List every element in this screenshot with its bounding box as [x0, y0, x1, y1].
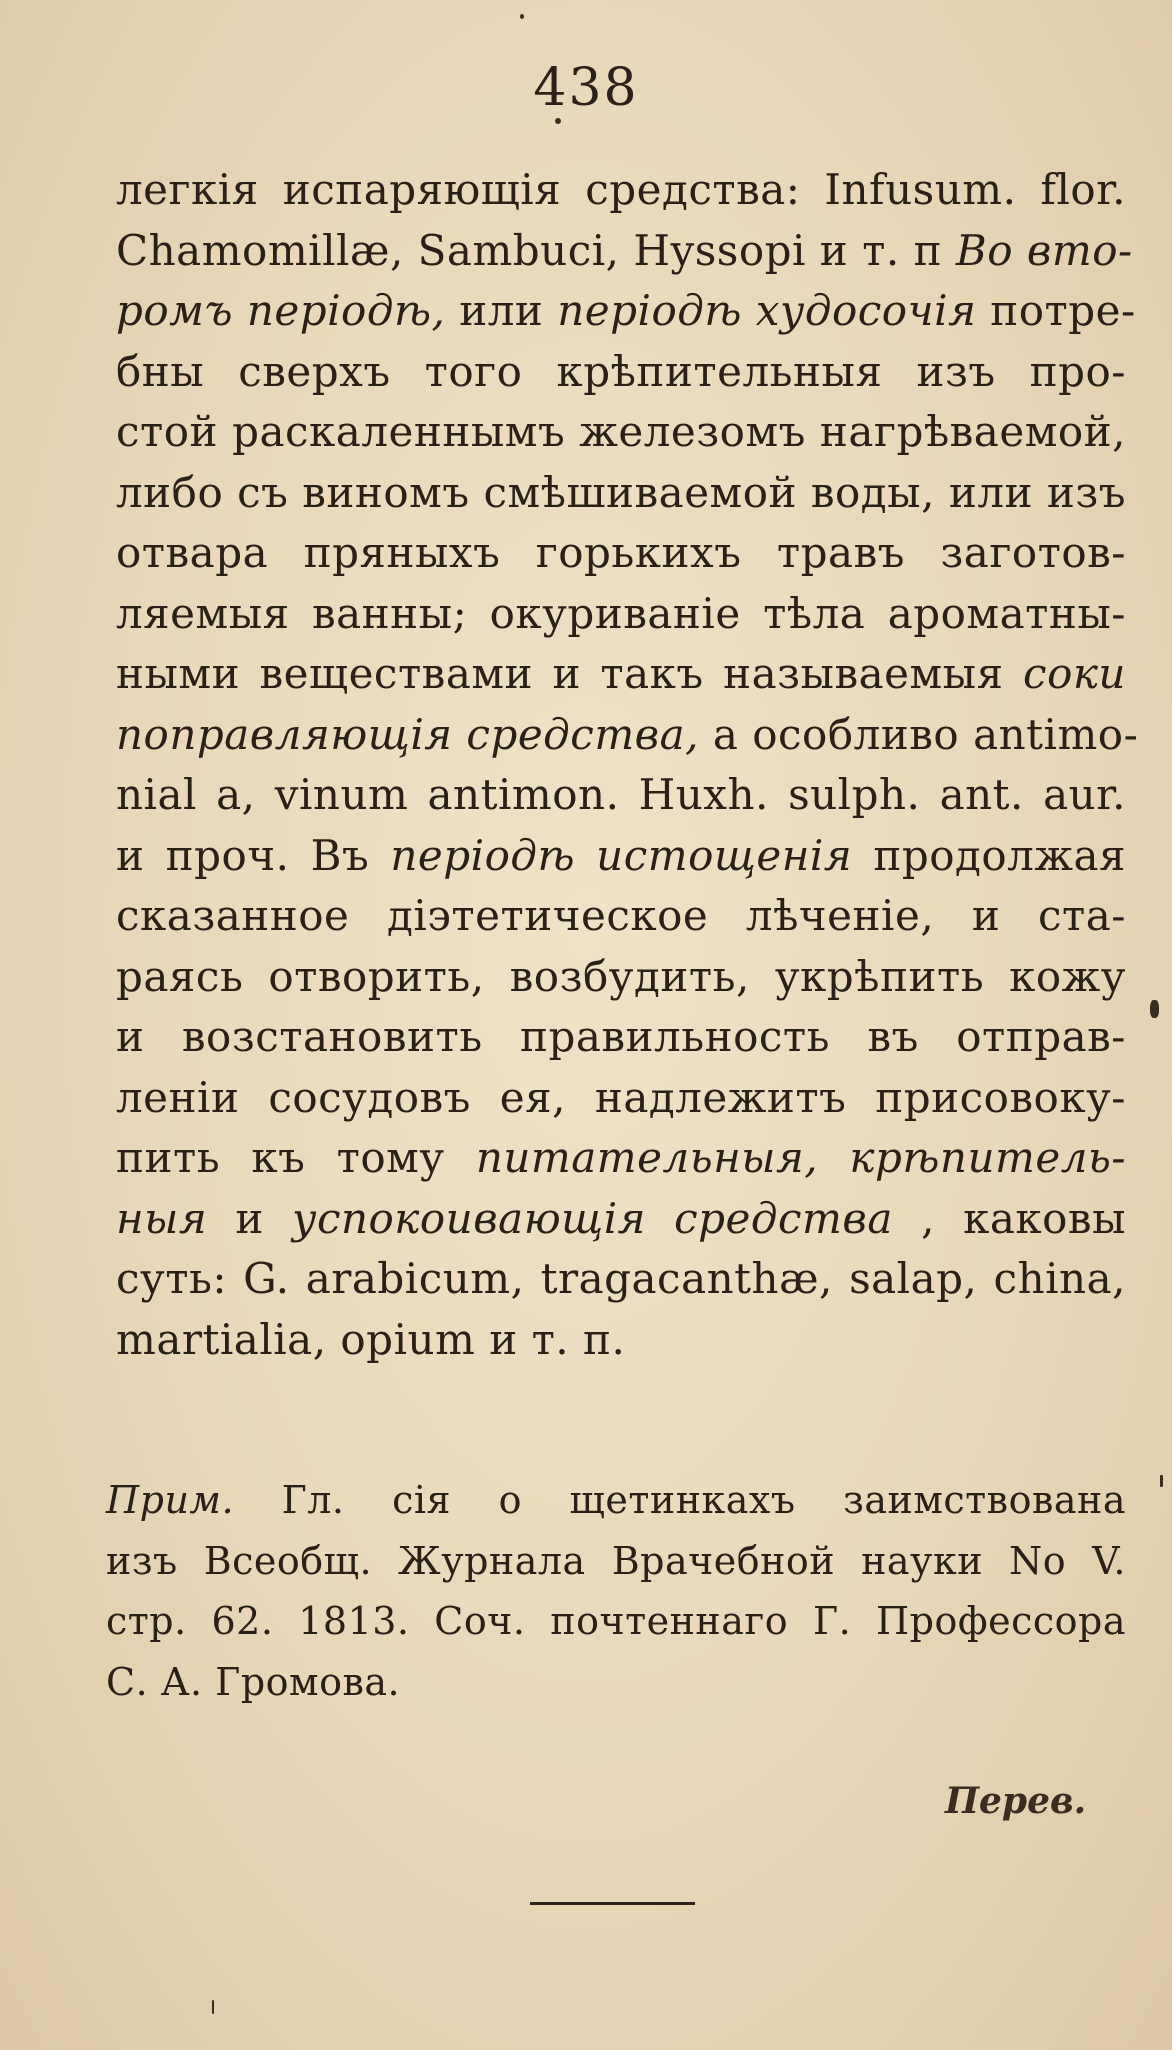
text-line: [116, 523, 1126, 584]
text-run: Chamomillæ, Sambuci, Hyssopi и т. п: [116, 225, 956, 275]
text-line: [116, 463, 1126, 524]
text-run: ными веществами и такъ называемыя: [116, 649, 1024, 698]
text-run: стой раскаленнымъ железомъ нагрѣваемой,: [116, 407, 1126, 456]
text-line: [116, 342, 1126, 403]
text-line: [116, 947, 1126, 1008]
text-run: суть: G. arabicum, tragacanthæ, salap, china,: [116, 1254, 1126, 1303]
italic-text: ромъ періодѣ,: [116, 286, 446, 335]
text-run: легкія испаряющія средства: Infusum. flor.: [116, 165, 1126, 214]
ink-speck: [555, 118, 561, 124]
ink-speck: [212, 2000, 214, 2014]
text-run: С. А. Громова.: [106, 1659, 401, 1704]
note-line: [106, 1470, 1126, 1531]
italic-text: періодѣ истощенія: [390, 830, 853, 880]
text-line: [116, 402, 1126, 463]
text-line: [116, 826, 1126, 887]
text-line: [116, 584, 1126, 645]
text-run: и возстановить правильность въ отправ-: [116, 1012, 1126, 1061]
translator-note: [106, 1470, 1126, 1712]
text-line: [116, 644, 1126, 705]
text-line: [116, 281, 1136, 342]
italic-text: успокоивающія средства: [292, 1193, 893, 1243]
italic-text: періодѣ худосочія: [557, 286, 977, 335]
text-line: [116, 1189, 1126, 1250]
text-run: и: [207, 1193, 293, 1243]
text-run: леніи сосудовъ ея, надлежитъ присовоку-: [116, 1072, 1126, 1122]
text-run: ляемыя ванны; окуриваніе тѣла ароматны-: [116, 588, 1126, 638]
text-run: стр. 62. 1813. Соч. почтеннаго Г. Профессора: [106, 1599, 1126, 1643]
text-line: [116, 1310, 1126, 1371]
text-run: раясь отворить, возбудить, укрѣпить кожу: [116, 951, 1126, 1001]
text-line: [116, 221, 1133, 282]
note-signature: Перев.: [945, 1780, 1087, 1822]
italic-text: Во вто-: [955, 225, 1133, 275]
text-run: сказанное діэтетическое лѣченіе, и ста-: [116, 891, 1126, 940]
text-line: [116, 886, 1126, 947]
italic-text: поправляющія средства,: [116, 709, 699, 759]
text-run: а особливо antimo-: [698, 709, 1139, 759]
text-run: потре-: [976, 286, 1136, 335]
text-line: [116, 1128, 1126, 1189]
ink-speck: [1160, 1475, 1163, 1487]
section-divider: [530, 1902, 695, 1905]
page-number: 438: [533, 58, 639, 118]
text-run: либо съ виномъ смѣшиваемой воды, или изъ: [116, 467, 1126, 517]
text-run: , каковы: [892, 1193, 1127, 1243]
italic-text: соки: [1023, 649, 1126, 698]
italic-text: питательныя, крѣпитель-: [475, 1133, 1127, 1182]
text-run: пить къ тому: [116, 1133, 476, 1182]
ink-speck: [520, 14, 524, 19]
text-line: [116, 705, 1139, 766]
text-run: Гл. сія о щетинкахъ заимствована: [234, 1478, 1126, 1522]
text-line: [116, 1249, 1126, 1310]
text-line: [116, 160, 1126, 221]
note-line: [106, 1531, 1126, 1592]
text-run: и проч. Въ: [116, 830, 391, 880]
body-text: [116, 160, 1139, 1370]
text-run: или: [445, 286, 558, 335]
italic-text: Прим.: [106, 1478, 235, 1522]
text-run: бны сверхъ того крѣпительныя изъ про-: [116, 346, 1126, 396]
text-run: продолжая: [852, 830, 1127, 880]
italic-text: ныя: [116, 1193, 208, 1243]
note-line: [106, 1591, 1126, 1652]
text-run: martialia, opium и т. п.: [116, 1314, 626, 1364]
text-line: [116, 765, 1126, 826]
text-line: [116, 1068, 1126, 1129]
ink-speck: [1150, 1000, 1159, 1018]
note-line: [106, 1652, 1126, 1713]
text-run: изъ Всеобщ. Журнала Врачебной науки No V.: [106, 1538, 1126, 1583]
text-run: nial a, vinum antimon. Huxh. sulph. ant. aur.: [116, 770, 1126, 819]
text-run: отвара пряныхъ горькихъ травъ заготов-: [116, 528, 1126, 577]
text-line: [116, 1007, 1126, 1068]
